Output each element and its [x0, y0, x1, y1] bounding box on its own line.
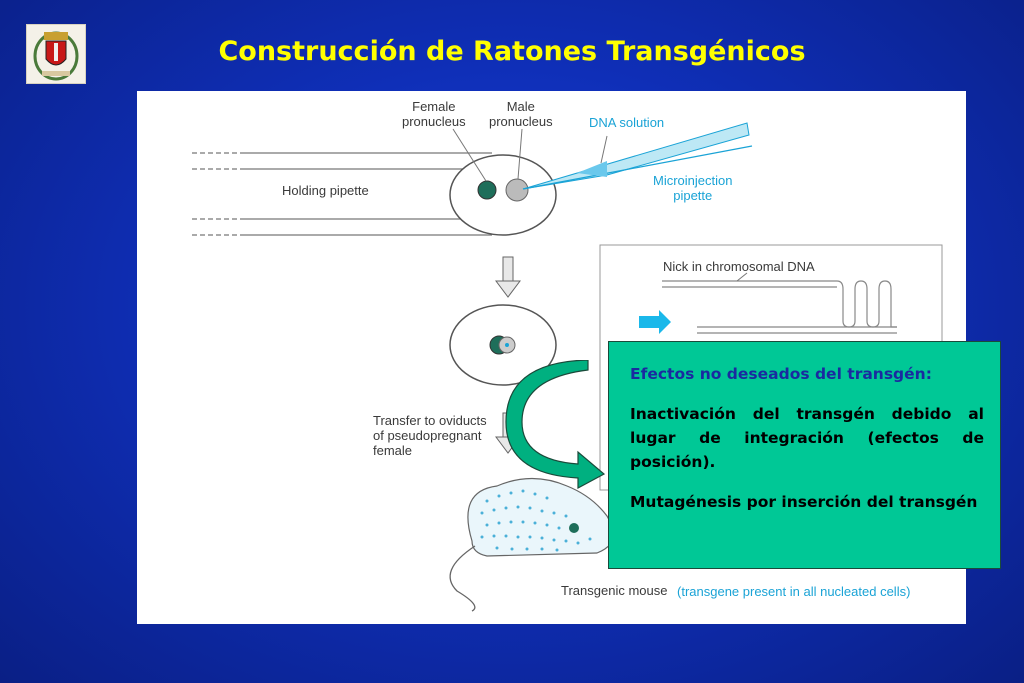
- callout-point-position-effects: Inactivación del transgén debido al lugar de integración (efectos de posición).: [630, 405, 984, 471]
- unwanted-effects-callout: [608, 341, 1001, 569]
- dna-solution-label: DNA solution: [589, 115, 665, 130]
- holding-pipette-label: Holding pipette: [282, 183, 369, 198]
- female-pronucleus-label: Female pronucleus: [402, 99, 466, 129]
- callout-heading: Efectos no deseados del transgén:: [630, 365, 932, 383]
- down-arrow-1: [496, 257, 520, 297]
- page-title: Construcción de Ratones Transgénicos: [218, 36, 806, 67]
- female-pronucleus-dot: [478, 181, 496, 199]
- transfer-oviducts-label: Transfer to oviducts of pseudopregnant female: [373, 413, 487, 458]
- microinjection-pipette-label: Microinjection pipette: [653, 173, 733, 203]
- male-pronucleus-dot: [506, 179, 528, 201]
- transgene-note-label: (transgene present in all nucleated cells): [677, 584, 911, 599]
- male-pronucleus-label: Male pronucleus: [489, 99, 553, 129]
- transgenic-mouse-label: Transgenic mouse: [561, 583, 668, 598]
- nick-chromosomal-dna-label: Nick in chromosomal DNA: [663, 259, 815, 274]
- curved-arrow-icon: [500, 360, 610, 490]
- callout-point-insertional-mutagenesis: Mutagénesis por inserción del transgén: [630, 493, 978, 511]
- fertilized-egg: [450, 155, 556, 235]
